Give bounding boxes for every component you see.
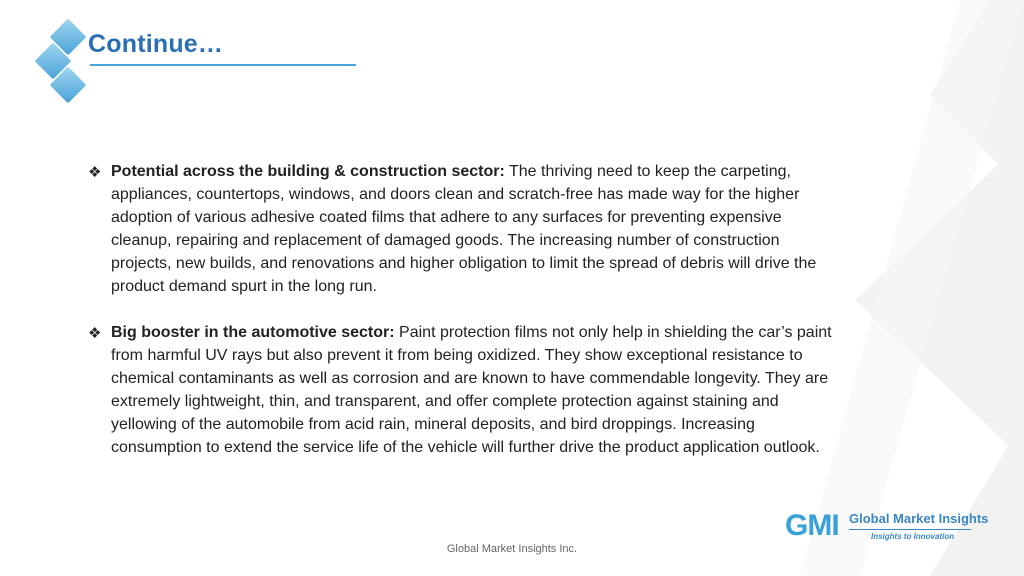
diamond-bullet-icon: ❖ xyxy=(88,325,102,342)
diamond-bullet-icon: ❖ xyxy=(88,164,102,181)
logo-name: Global Market Insights xyxy=(849,511,989,526)
logo-tagline: Insights to Innovation xyxy=(871,532,955,541)
gmi-logo xyxy=(785,509,989,545)
bullet-construction xyxy=(88,160,833,298)
bullet-body: The thriving need to keep the carpeting, appliances, countertops, windows, and doors clean and scratch-free has made way for the higher adoption of various adhesive coated films that adhere to any surfaces for preventing expensive cleanup, repairing and replacement of damaged goods. The increasing number of construction projects, new builds, and renovations and higher obligation to limit the spread of debris will drive the product demand spurt in the long run. xyxy=(111,163,817,295)
bullet-text xyxy=(111,321,833,459)
bullet-body: Paint protection films not only help in shielding the car’s paint from harmful UV rays but also prevent it from being oxidized. They show exceptional resistance to chemical contaminants as well as corrosion and are known to have commendable longevity. They are extremely lightweight, thin, and transparent, and offer complete protection against staining and yellowing of the automobile from acid rain, mineral deposits, and bird droppings. Increasing consumption to extend the service life of the vehicle will further drive the product application outlook. xyxy=(111,324,832,456)
logo-divider xyxy=(849,529,971,530)
bullet-automotive xyxy=(88,321,833,459)
footer-text: Global Market Insights Inc. xyxy=(446,543,578,555)
logo-mark: GMI xyxy=(785,509,839,542)
bullet-heading: Big booster in the automotive sector: xyxy=(111,324,395,341)
bullet-text xyxy=(111,160,833,298)
bullet-heading: Potential across the building & construction sector: xyxy=(111,163,505,180)
slide-title: Continue… xyxy=(88,30,224,58)
